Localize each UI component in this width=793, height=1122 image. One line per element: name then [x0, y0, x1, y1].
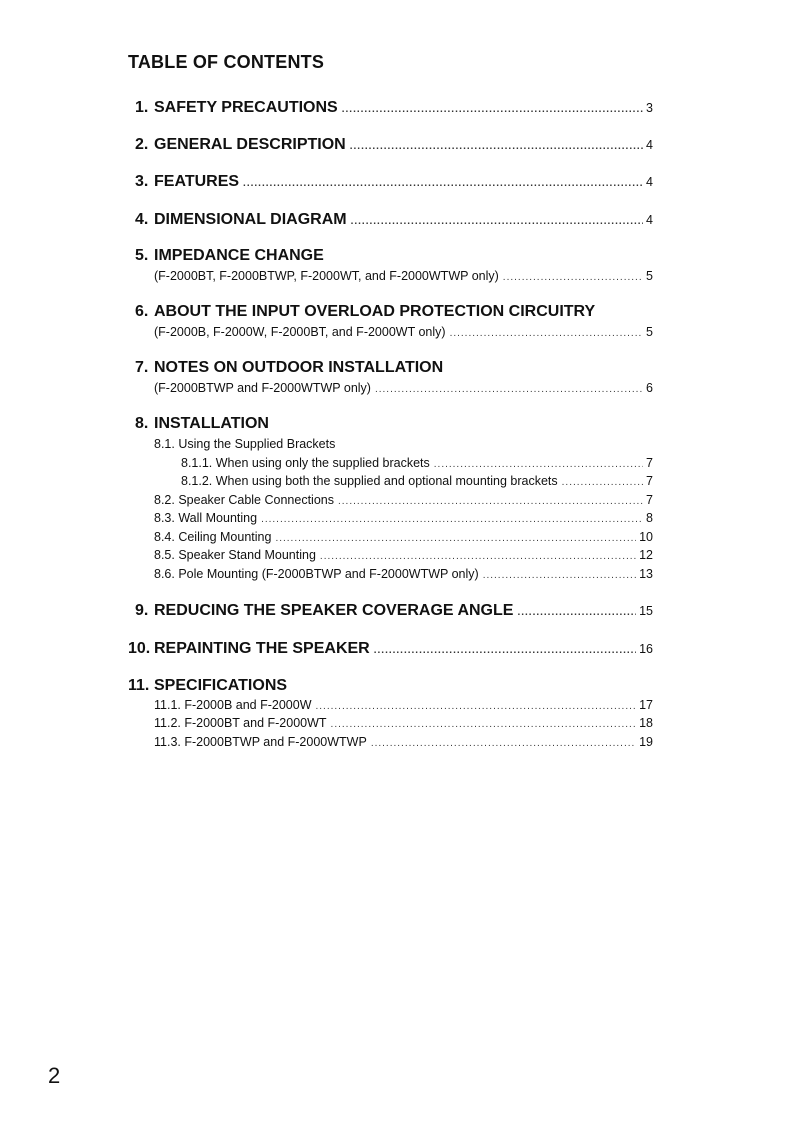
- toc-entry-outdoor-installation-note[interactable]: [154, 381, 653, 395]
- entry-label: ABOUT THE INPUT OVERLOAD PROTECTION CIRCUITRY: [154, 303, 596, 320]
- entry-note: (F-2000B, F-2000W, F-2000BT, and F-2000WT only): [154, 325, 446, 339]
- entry-page: 7: [646, 456, 653, 470]
- toc-entry-general-description[interactable]: [135, 136, 653, 154]
- entry-page: 19: [639, 735, 653, 749]
- entry-label: REDUCING THE SPEAKER COVERAGE ANGLE: [154, 602, 514, 619]
- entry-page: 5: [646, 325, 653, 339]
- entry-label: GENERAL DESCRIPTION: [154, 136, 346, 153]
- entry-label: 11.3. F-2000BTWP and F-2000WTWP: [154, 735, 367, 749]
- dot-leader: [350, 141, 643, 152]
- toc-entry-impedance-change[interactable]: [135, 247, 324, 265]
- toc-entry-specifications[interactable]: [128, 677, 287, 695]
- dot-leader: [320, 551, 636, 562]
- toc-subentry-11-2[interactable]: [154, 716, 653, 730]
- entry-number: 7.: [135, 359, 149, 376]
- entry-number: 8.: [135, 415, 149, 432]
- entry-page: 7: [646, 474, 653, 488]
- toc-entry-features[interactable]: [135, 173, 653, 191]
- dot-leader: [517, 607, 636, 618]
- entry-label: 8.3. Wall Mounting: [154, 511, 258, 525]
- entry-number: 10.: [128, 640, 151, 657]
- entry-label: NOTES ON OUTDOOR INSTALLATION: [154, 359, 444, 376]
- toc-subentry-8-1-1[interactable]: [181, 456, 653, 470]
- entry-page: 3: [646, 101, 653, 115]
- toc-subentry-8-1[interactable]: [154, 437, 335, 451]
- entry-number: 11.: [128, 677, 150, 694]
- entry-page: 4: [646, 138, 653, 152]
- entry-page: 7: [646, 493, 653, 507]
- dot-leader: [342, 104, 643, 115]
- entry-page: 4: [646, 175, 653, 189]
- entry-label: 8.1.1. When using only the supplied brackets: [181, 456, 430, 470]
- entry-number: 6.: [135, 303, 149, 320]
- entry-number: 9.: [135, 602, 149, 619]
- dot-leader: [261, 514, 643, 525]
- toc-subentry-8-3[interactable]: [154, 511, 653, 525]
- entry-label: REPAINTING THE SPEAKER: [154, 640, 370, 657]
- entry-label: SAFETY PRECAUTIONS: [154, 99, 338, 116]
- toc-subentry-8-2[interactable]: [154, 493, 653, 507]
- entry-number: 1.: [135, 99, 149, 116]
- toc-entry-outdoor-installation[interactable]: [135, 359, 443, 377]
- dot-leader: [338, 496, 643, 507]
- entry-label: 11.1. F-2000B and F-2000W: [154, 698, 312, 712]
- entry-page: 17: [639, 698, 653, 712]
- toc-subentry-8-5[interactable]: [154, 548, 653, 562]
- entry-label: DIMENSIONAL DIAGRAM: [154, 211, 347, 228]
- dot-leader: [375, 384, 643, 395]
- entry-page: 6: [646, 381, 653, 395]
- dot-leader: [243, 178, 643, 189]
- entry-page: 13: [639, 567, 653, 581]
- entry-number: 5.: [135, 247, 149, 264]
- toc-entry-safety-precautions[interactable]: [135, 99, 653, 117]
- entry-label: SPECIFICATIONS: [154, 677, 288, 694]
- entry-label: 8.4. Ceiling Mounting: [154, 530, 272, 544]
- entry-page: 8: [646, 511, 653, 525]
- dot-leader: [434, 459, 643, 470]
- entry-number: 4.: [135, 211, 149, 228]
- dot-leader: [483, 570, 636, 581]
- entry-page: 16: [639, 642, 653, 656]
- entry-label: 8.5. Speaker Stand Mounting: [154, 548, 316, 562]
- toc-subentry-8-6[interactable]: [154, 567, 653, 581]
- entry-page: 10: [639, 530, 653, 544]
- dot-leader: [331, 719, 637, 730]
- entry-label: 8.1.2. When using both the supplied and optional mounting brackets: [181, 474, 558, 488]
- toc-entry-input-overload[interactable]: [135, 303, 595, 321]
- dot-leader: [351, 216, 643, 227]
- entry-label: 11.2. F-2000BT and F-2000WT: [154, 716, 327, 730]
- dot-leader: [275, 533, 636, 544]
- toc-title: TABLE OF CONTENTS: [128, 52, 325, 72]
- toc-entry-repainting[interactable]: [128, 640, 653, 658]
- toc-entry-input-overload-note[interactable]: [154, 325, 653, 339]
- entry-label: INSTALLATION: [154, 415, 269, 432]
- dot-leader: [374, 645, 636, 656]
- dot-leader: [562, 477, 643, 488]
- entry-label: FEATURES: [154, 173, 240, 190]
- entry-note: (F-2000BTWP and F-2000WTWP only): [154, 381, 371, 395]
- entry-label: IMPEDANCE CHANGE: [154, 247, 324, 264]
- toc-subentry-8-4[interactable]: [154, 530, 653, 544]
- dot-leader: [450, 328, 643, 339]
- toc-entry-coverage-angle[interactable]: [135, 602, 653, 620]
- toc-entry-dimensional-diagram[interactable]: [135, 211, 653, 229]
- entry-label: 8.6. Pole Mounting (F-2000BTWP and F-2000WTWP only): [154, 567, 479, 581]
- entry-page: 4: [646, 213, 653, 227]
- toc-entry-impedance-change-note[interactable]: [154, 269, 653, 283]
- toc-entry-installation[interactable]: [135, 415, 269, 433]
- entry-label: 8.1. Using the Supplied Brackets: [154, 437, 336, 451]
- page-number: 2: [48, 1063, 61, 1088]
- toc-subentry-11-1[interactable]: [154, 698, 653, 712]
- entry-page: 18: [639, 716, 653, 730]
- entry-number: 2.: [135, 136, 149, 153]
- dot-leader: [503, 272, 643, 283]
- dot-leader: [316, 701, 637, 712]
- toc-subentry-8-1-2[interactable]: [181, 474, 653, 488]
- entry-page: 12: [639, 548, 653, 562]
- entry-page: 15: [639, 604, 653, 618]
- entry-label: 8.2. Speaker Cable Connections: [154, 493, 334, 507]
- entry-page: 5: [646, 269, 653, 283]
- entry-note: (F-2000BT, F-2000BTWP, F-2000WT, and F-2000WTWP only): [154, 269, 499, 283]
- dot-leader: [371, 738, 636, 749]
- toc-subentry-11-3[interactable]: [154, 735, 653, 749]
- entry-number: 3.: [135, 173, 149, 190]
